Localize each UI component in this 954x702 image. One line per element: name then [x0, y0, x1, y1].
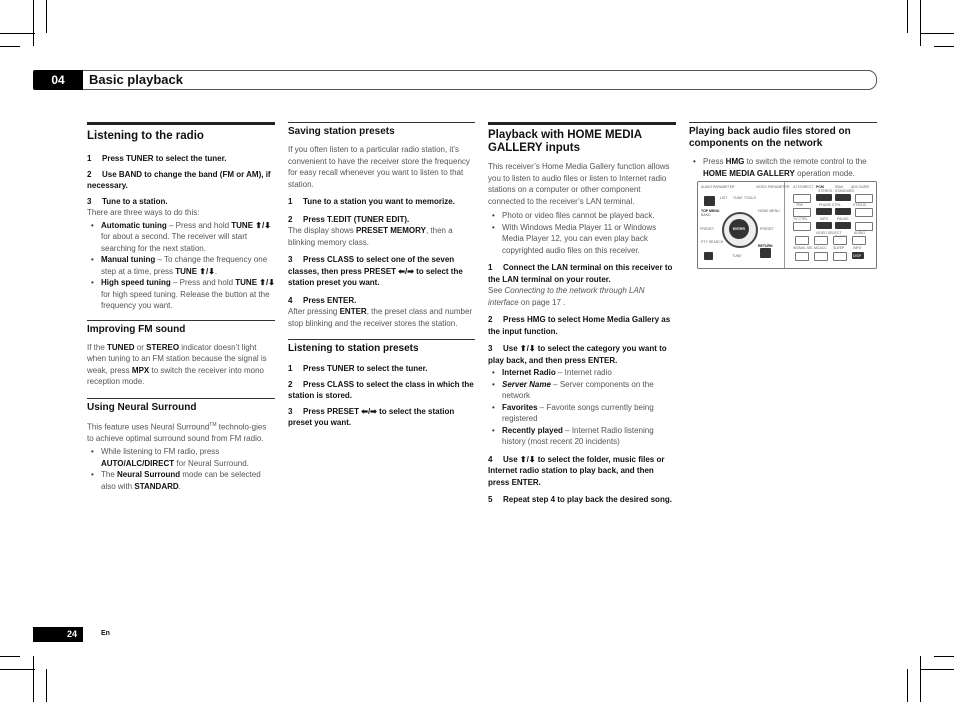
- remote-button: [855, 208, 873, 217]
- remote-label: PRESET: [700, 227, 715, 231]
- section-title: Basic playback: [89, 72, 183, 87]
- remote-label: TUNE: [733, 196, 743, 200]
- step-3: 3 Use ⬆/⬇ to select the category you want to play back, and then press ENTER.: [488, 344, 667, 365]
- remote-label: SIGNAL SEL: [793, 246, 814, 250]
- step-3: 3 Press CLASS to select one of the seven classes, then press PRESET ⬅/➡ to select the station preset you want.: [288, 255, 463, 287]
- tuning-methods-list: [87, 220, 275, 312]
- remote-label: LIST: [720, 196, 728, 200]
- network-list: [689, 156, 877, 179]
- remote-button: [816, 222, 832, 229]
- remote-label: PHASE CTRL: [819, 203, 841, 207]
- step-1: 1 Press TUNER to select the tuner.: [87, 154, 227, 163]
- remote-label: DISP: [853, 254, 862, 258]
- list-item: • Automatic tuning – Press and hold TUNE ⬆/⬇ for about a second. The receiver will start searching for the next station.: [87, 220, 275, 255]
- crop-mark: [920, 669, 954, 670]
- step-2: 2 Press CLASS to select the class in which the station is stored.: [288, 379, 474, 400]
- column-1: [87, 122, 275, 492]
- step-2: 2 Press T.EDIT (TUNER EDIT).: [288, 214, 410, 224]
- list-item: • Favorites – Favorite songs currently being registered: [488, 402, 676, 425]
- list-item: • While listening to FM radio, press AUTO/ALC/DIRECT for Neural Surround.: [87, 446, 275, 469]
- step-4: 4 Use ⬆/⬇ to select the folder, music files or Internet radio station to play back, and then press ENTER.: [488, 454, 665, 487]
- step-3: 3 Tune to a station.: [87, 196, 168, 206]
- remote-label: PAUSE: [837, 217, 849, 221]
- remote-label: TOOLS: [744, 196, 756, 200]
- crop-mark: [907, 0, 908, 33]
- remote-button: [704, 252, 713, 260]
- step-1: 1 Tune to a station you want to memorize.: [288, 197, 455, 206]
- list-item: • With Windows Media Player 11 or Windows Media Player 12, you can even play back copyrighted audio files on this receiver.: [488, 222, 676, 257]
- step-1-note: See Connecting to the network through LAN interface on page 17 .: [488, 286, 645, 307]
- column-2: [288, 122, 475, 429]
- step-1: 1 Press TUNER to select the tuner.: [288, 364, 428, 373]
- fm-paragraph: If the TUNED or STEREO indicator doesn’t light when tuning to an FM station because the signal is weak, press MPX to switch the receiver into mono reception mode.: [87, 342, 267, 386]
- remote-button: [835, 194, 851, 201]
- remote-label: STANDARD: [835, 189, 854, 193]
- heading-listening-presets: Listening to station presets: [288, 343, 419, 354]
- crop-mark: [33, 656, 34, 702]
- step-2: 2 Use BAND to change the band (FM or AM), if necessary.: [87, 169, 271, 190]
- tuning-intro: There are three ways to do this:: [87, 208, 200, 217]
- remote-button: [816, 194, 832, 201]
- category-list: [488, 367, 676, 448]
- step-4: 4 Press ENTER.: [288, 295, 357, 305]
- column-4: [689, 122, 877, 179]
- remote-label: VIDEO PARAMETER: [756, 185, 790, 189]
- remote-button: [795, 252, 809, 261]
- list-item: • Photo or video files cannot be played back.: [488, 210, 676, 222]
- heading-neural-surround: Using Neural Surround: [87, 401, 197, 413]
- step-2-note: The display shows PRESET MEMORY, then a blinking memory class.: [288, 226, 453, 247]
- remote-label: TV CTRL: [793, 217, 808, 221]
- chapter-number: 04: [33, 70, 83, 90]
- remote-button: [704, 196, 715, 206]
- step-3: 3 Press PRESET ⬅/➡ to select the station preset you want.: [288, 406, 455, 427]
- list-item: • Manual tuning – To change the frequency one step at a time, press TUNE ⬆/⬇.: [87, 254, 275, 277]
- crop-mark: [33, 0, 34, 46]
- crop-mark: [907, 669, 908, 702]
- neural-paragraph: This feature uses Neural Surround™ technolo-gies to achieve optimal surround sound from FM radio.: [87, 421, 267, 443]
- remote-label: PRESET: [760, 227, 775, 231]
- step-1: 1 Connect the LAN terminal on this receiver to the LAN terminal on your router.: [488, 263, 673, 284]
- remote-button: [833, 236, 847, 245]
- remote-label: TUNE: [732, 254, 742, 258]
- language-tag: En: [101, 630, 110, 637]
- remote-label: ADV SURR: [851, 185, 870, 189]
- remote-label: AUDIO: [854, 231, 866, 235]
- remote-button: [793, 222, 811, 231]
- list-item: • High speed tuning – Press and hold TUNE ⬆/⬇ for high speed tuning. Release the button at the frequency you want.: [87, 277, 275, 312]
- neural-list: [87, 446, 275, 492]
- heading-saving-presets: Saving station presets: [288, 126, 395, 137]
- remote-label: ATT/DIRECT: [793, 185, 814, 189]
- heading-improving-fm: Improving FM sound: [87, 323, 186, 335]
- heading-listening-radio: Listening to the radio: [87, 130, 204, 142]
- crop-mark: [46, 0, 47, 33]
- crop-mark: [0, 33, 35, 34]
- remote-button: [816, 208, 832, 215]
- remote-button: [814, 236, 828, 245]
- remote-button: [833, 252, 847, 261]
- remote-button: [855, 222, 873, 231]
- remote-label: MCACC: [814, 246, 827, 250]
- remote-label: TRK: [796, 203, 803, 207]
- remote-button: [814, 252, 828, 261]
- step-5: 5 Repeat step 4 to play back the desired song.: [488, 495, 672, 504]
- crop-mark: [934, 46, 954, 47]
- list-item: • The Neural Surround mode can be selected also with STANDARD.: [87, 469, 275, 492]
- remote-button: [855, 194, 873, 203]
- remote-label: SLEEP: [833, 246, 845, 250]
- list-item: • Internet Radio – Internet radio: [488, 367, 676, 379]
- crop-mark: [0, 46, 20, 47]
- remote-label: STEREO: [818, 189, 833, 193]
- remote-label: PTY SEARCH: [701, 240, 724, 244]
- remote-label: HOME MENU: [758, 209, 780, 213]
- step-2: 2 Press HMG to select Home Media Gallery as the input function.: [488, 315, 671, 336]
- remote-button: [795, 236, 809, 245]
- remote-button: [835, 222, 851, 229]
- remote-label: BAND: [701, 213, 711, 217]
- column-3: [488, 122, 676, 506]
- crop-mark: [46, 669, 47, 702]
- remote-button: [760, 248, 771, 258]
- crop-mark: [920, 656, 921, 702]
- crop-mark: [920, 33, 954, 34]
- remote-label: STATUS: [853, 203, 867, 207]
- heading-network-playback: Playing back audio files stored on components on the network: [689, 126, 851, 149]
- crop-mark: [920, 0, 921, 46]
- list-item: • Server Name – Server components on the network: [488, 379, 676, 402]
- hmg-notes: [488, 210, 676, 256]
- remote-label: VIDEO SELECT: [816, 231, 842, 235]
- crop-mark: [0, 656, 20, 657]
- remote-label: ENTER: [733, 227, 745, 231]
- remote-label: INFO: [820, 217, 829, 221]
- remote-label: PCM: [816, 185, 824, 189]
- remote-button: [793, 208, 811, 217]
- crop-mark: [0, 669, 35, 670]
- list-item: • Recently played – Internet Radio listening history (most recent 20 incidents): [488, 425, 676, 448]
- remote-label: TOP MENU: [701, 209, 720, 213]
- save-intro: If you often listen to a particular radio station, it’s convenient to have the receiver store the frequency for easy recall whenever you want to listen to that station.: [288, 145, 470, 189]
- remote-control-illustration: [697, 181, 877, 269]
- heading-home-media-gallery: Playback with HOME MEDIA GALLERY inputs: [488, 129, 642, 154]
- remote-button: [852, 236, 866, 245]
- crop-mark: [934, 656, 954, 657]
- step-4-note: After pressing ENTER, the preset class and number stop blinking and the receiver stores the station.: [288, 307, 473, 328]
- page-number: 24: [33, 627, 83, 642]
- remote-button: [835, 208, 851, 215]
- remote-label: SBch: [835, 185, 844, 189]
- remote-label: RETURN: [758, 244, 773, 248]
- remote-label: AUDIO PARAMETER: [701, 185, 735, 189]
- hmg-intro: This receiver’s Home Media Gallery function allows you to listen to audio files or listen to Internet radio stations on a computer or other component connected to the receiver’s LAN terminal.: [488, 162, 670, 206]
- list-item: • Press HMG to switch the remote control to the HOME MEDIA GALLERY operation mode.: [689, 156, 877, 179]
- remote-button: [793, 194, 811, 203]
- remote-label: INFO: [853, 246, 862, 250]
